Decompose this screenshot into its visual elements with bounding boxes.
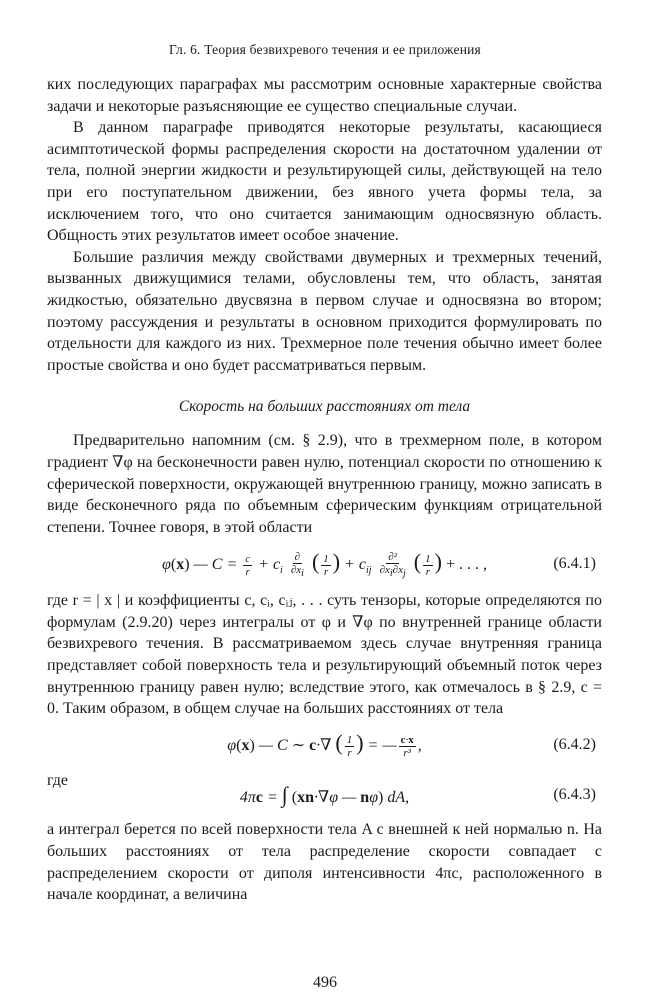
- paragraph-7: а интеграл берется по всей поверхности тела A с внешней к ней нормалью n. На больших расстояниях от тела распределение скорости совпадает с распределением скорости от диполя интенсивности 4πc, расположенного в начале координат, а величина: [47, 821, 602, 904]
- paragraph-5: где r = | x | и коэффициенты c, cᵢ, cᵢⱼ, . . . суть тензоры, которые определяются по формулам (2.9.20) через интегралы от φ и ∇φ по внутренней границе области безвихревого течения. В рассматриваемом здесь случае внутренняя граница представляет собой поверхность тела и результирующий объемный поток через внутреннюю границу равен нулю; вследствие этого, как отмечалось в § 2.9, c = 0. Таким образом, в общем случае на больших расстояниях от тела: [47, 592, 602, 718]
- equation-6-4-3-number: (6.4.3): [553, 786, 596, 804]
- equation-6-4-3: [47, 777, 602, 813]
- body-text: [47, 74, 602, 906]
- running-head: Гл. 6. Теория безвихревого течения и ее приложения: [169, 42, 481, 57]
- equation-6-4-2-body: φ(x) — C ∼ c·∇ ( $\frac{1}{r}$ ) = — $\frac{c\cdot x}{\text{r³}}$ ,: [227, 730, 422, 760]
- equation-6-4-2-number: (6.4.2): [553, 735, 596, 753]
- paragraph-1: ких последующих параграфах мы рассмотрим основные характерные свойства задачи и некоторые разъясняющие ее существо специальные случаи.: [47, 76, 602, 115]
- equation-6-4-3-body: 4πc = ∫ (xn·∇φ — nφ) dA,: [239, 782, 410, 808]
- equation-6-4-1: [47, 544, 602, 584]
- equation-6-4-1-number: (6.4.1): [553, 555, 596, 573]
- equation-6-4-2: [47, 726, 602, 764]
- equation-6-4-1-body: φ(x) — C = $\frac{c}{r}$ + $c_i$ $\frac{\partial}{\partial x_i}$ ( $\frac{1}{r}$ ) + $c_{ij}$ $\frac{\text{∂²}}{\partial x_i\partial x_j}$ ( $\frac{1}{r}$ ) + . . . ,: [162, 548, 487, 579]
- paragraph-3: Большие различия между свойствами двумерных и трехмерных течений, вызванных движущимися телами, обусловлены тем, что область, занятая жидкостью, обязательно двусвязна в первом случае и односвязна во втором; поэтому рассуждения и результаты в основном приходится формулировать по отдельности для каждого из них. Трехмерное поле течения обычно имеет более простые свойства и оно будет рассматриваться первым.: [47, 248, 602, 374]
- page-number: 496: [313, 974, 337, 991]
- paragraph-4: Предварительно напомним (см. § 2.9), что в трехмерном поле, в котором градиент ∇φ на бесконечности равен нулю, потенциал скорости по отношению к сферической поверхности, окружающей внутреннюю границу, можно записать в виде бесконечного ряда по объемным сферическим функциям отрицательной степени. Точнее говоря, в этой области: [47, 432, 602, 536]
- section-heading: Скорость на больших расстояниях от тела: [178, 398, 471, 416]
- paragraph-2: В данном параграфе приводятся некоторые результаты, касающиеся асимптотической формы распределения скорости на достаточном удалении от тела, полной энергии жидкости и результирующей силы, действующей на тело при его поступательном движении, без явного учета формы тела, за исключением того, что оно считается занимающим односвязную область. Общность этих результатов имеет особое значение.: [47, 119, 602, 245]
- paragraph-where: где: [47, 771, 69, 789]
